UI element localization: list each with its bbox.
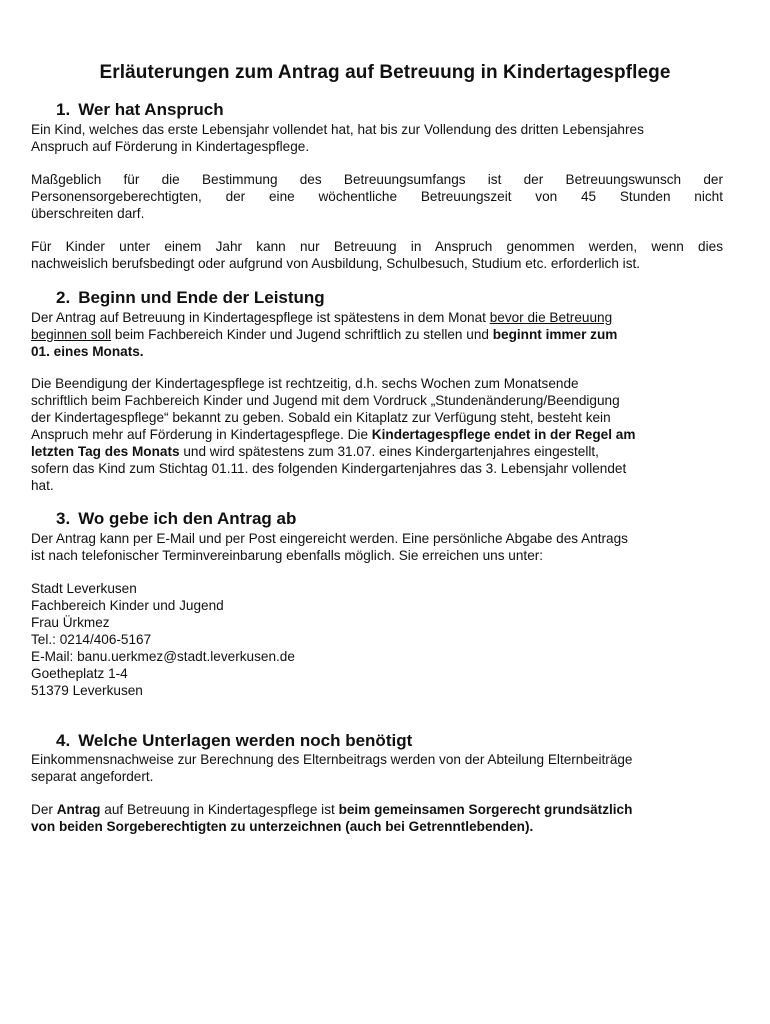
section-1-paragraph-1 — [31, 121, 723, 155]
section-2-paragraph-2 — [31, 375, 723, 494]
document-title: Erläuterungen zum Antrag auf Betreuung in Kindertagespflege — [99, 62, 671, 83]
text-run: Der Antrag auf Betreuung in Kindertagespflege ist spätestens in dem Monat — [31, 310, 490, 325]
text-run: beim Fachbereich Kinder und Jugend schriftlich zu stellen und — [111, 327, 493, 342]
section-title: Wo gebe ich den Antrag ab — [78, 509, 297, 528]
section-2-heading — [56, 288, 325, 308]
text-line — [31, 309, 723, 326]
bold-text: letzten Tag des Monats — [31, 444, 180, 459]
section-1-paragraph-2 — [31, 171, 723, 222]
text-line — [31, 818, 723, 835]
text-line: Personensorgeberechtigten, der eine wöchentliche Betreuungszeit von 45 Stunden nicht — [31, 189, 723, 204]
section-4-paragraph-2 — [31, 801, 723, 835]
address-line: Fachbereich Kinder und Jugend — [31, 598, 224, 613]
text-run: auf Betreuung in Kindertagespflege ist — [100, 802, 339, 817]
section-number: 4. — [56, 731, 71, 750]
contact-address — [31, 580, 723, 699]
bold-text: beginnt immer zum — [492, 327, 618, 342]
text-line: schriftlich beim Fachbereich Kinder und Jugend mit dem Vordruck „Stundenänderung/Beendigung — [31, 393, 620, 408]
text-line — [31, 343, 723, 360]
bold-text: beim gemeinsamen Sorgerecht grundsätzlich — [338, 802, 633, 817]
address-line: 51379 Leverkusen — [31, 683, 143, 698]
text-line: überschreiten darf. — [31, 206, 145, 221]
section-4-paragraph-1 — [31, 751, 723, 785]
text-run: Der — [31, 802, 57, 817]
text-line: Die Beendigung der Kindertagespflege ist rechtzeitig, d.h. sechs Wochen zum Monatsende — [31, 376, 579, 391]
text-line — [31, 801, 723, 818]
text-line: Maßgeblich für die Bestimmung des Betreuungsumfangs ist der Betreuungswunsch der — [31, 172, 723, 187]
email-address: E-Mail: banu.uerkmez@stadt.leverkusen.de — [31, 649, 295, 664]
underlined-text: bevor die Betreuung — [489, 310, 613, 325]
text-line: nachweislich berufsbedingt oder aufgrund von Ausbildung, Schulbesuch, Studium etc. erforderlich ist. — [31, 256, 641, 271]
text-line: ist nach telefonischer Terminvereinbarung ebenfalls möglich. Sie erreichen uns unter: — [31, 548, 544, 563]
section-3-paragraph-1 — [31, 530, 723, 564]
section-4-heading — [56, 731, 412, 751]
section-1-paragraph-3 — [31, 238, 723, 272]
address-line: Stadt Leverkusen — [31, 581, 137, 596]
phone-number: Tel.: 0214/406-5167 — [31, 632, 152, 647]
text-line: separat angefordert. — [31, 769, 154, 784]
address-line: Frau Ürkmez — [31, 615, 110, 630]
section-number: 1. — [56, 100, 71, 119]
bold-text: von beiden Sorgeberechtigten zu unterzeichnen (auch bei Getrenntlebenden). — [31, 819, 534, 834]
section-title: Wer hat Anspruch — [78, 100, 224, 119]
section-title: Beginn und Ende der Leistung — [78, 288, 325, 307]
text-line: der Kindertagespflege“ bekannt zu geben. Sobald ein Kitaplatz zur Verfügung steht, besteht kein — [31, 410, 611, 425]
text-line — [31, 443, 723, 460]
text-line: Ein Kind, welches das erste Lebensjahr vollendet hat, hat bis zur Vollendung des dritten Lebensjahres — [31, 122, 644, 137]
text-line: sofern das Kind zum Stichtag 01.11. des folgenden Kindergartenjahres das 3. Lebensjahr vollendet — [31, 461, 627, 476]
section-3-heading — [56, 509, 296, 529]
address-line: Goetheplatz 1-4 — [31, 666, 128, 681]
text-line — [31, 426, 723, 443]
section-number: 2. — [56, 288, 71, 307]
text-line: Einkommensnachweise zur Berechnung des Elternbeitrags werden von der Abteilung Elternbeiträge — [31, 752, 633, 767]
underlined-text: beginnen soll — [31, 327, 112, 342]
text-line: Der Antrag kann per E-Mail und per Post eingereicht werden. Eine persönliche Abgabe des Antrags — [31, 531, 628, 546]
text-line: Anspruch auf Förderung in Kindertagespflege. — [31, 139, 310, 154]
section-title: Welche Unterlagen werden noch benötigt — [78, 731, 413, 750]
bold-text: 01. eines Monats. — [31, 344, 144, 359]
text-run: und wird spätestens zum 31.07. eines Kindergartenjahres eingestellt, — [179, 444, 599, 459]
text-line: hat. — [31, 478, 54, 493]
section-1-heading — [56, 100, 224, 120]
text-run: Anspruch mehr auf Förderung in Kindertagespflege. Die — [31, 427, 372, 442]
bold-text: Antrag — [56, 802, 101, 817]
text-line — [31, 326, 723, 343]
section-number: 3. — [56, 509, 71, 528]
text-line: Für Kinder unter einem Jahr kann nur Betreuung in Anspruch genommen werden, wenn dies — [31, 239, 723, 254]
section-2-paragraph-1 — [31, 309, 723, 360]
bold-text: Kindertagespflege endet in der Regel am — [371, 427, 636, 442]
